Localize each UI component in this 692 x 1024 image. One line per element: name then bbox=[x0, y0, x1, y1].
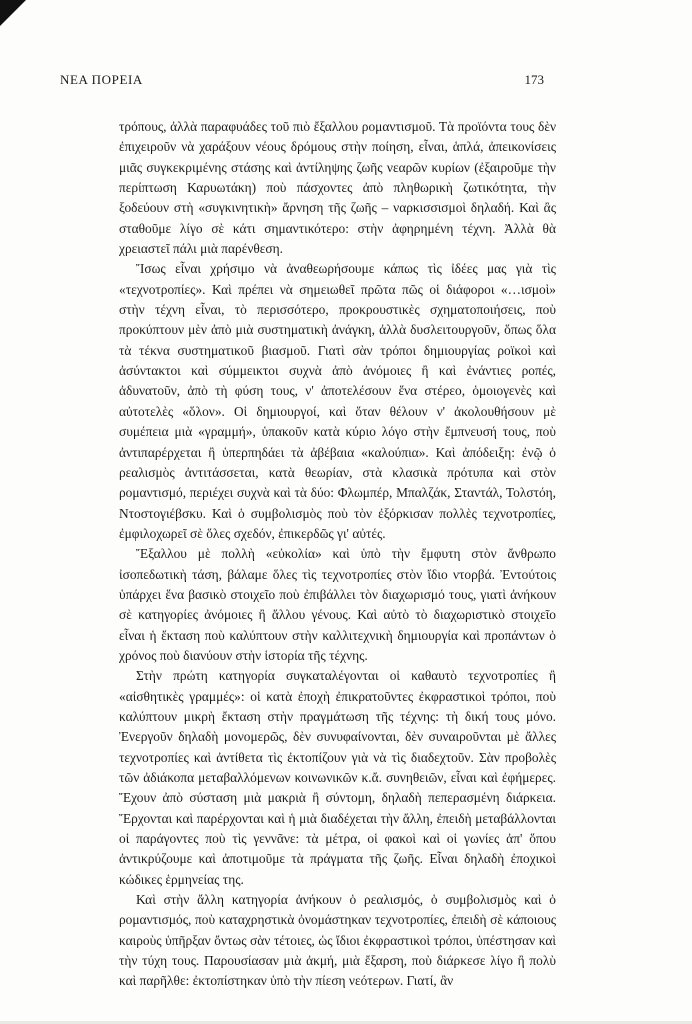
body-text bbox=[119, 117, 556, 992]
page-number: 173 bbox=[524, 72, 544, 87]
paragraph-4: Στὴν πρώτη κατηγορία συγκαταλέγονται οἱ καθαυτὸ τεχνοτροπίες ἢ «αἰσθητικὲς γραμμές»: οἱ κατὰ ἐποχὴ ἐπικρατοῦντες ἐκφραστικοὶ τρόποι, ποὺ καλύπτουν μικρὴ ἔκταση στὴν πραγμάτωση τῆς τέχνης: τὴ δική τους μόνο. Ἐνεργοῦν δηλαδὴ μονομερῶς, δὲν συνυφαίνονται, δὲν συναιροῦνται μὲ ἄλλες τεχνοτροπίες καὶ ἀντίθετα τὶς ἐκτοπίζουν γιὰ νὰ τὶς διαδεχτοῦν. Σὰν προβολὲς τῶν ἀδιάκοπα μεταβαλλόμενων κοινωνικῶν κ.ἄ. συνηθειῶν, εἶναι καὶ ἐφήμερες. Ἔχουν ἀπὸ σύσταση μιὰ μακριὰ ἢ σύντομη, δηλαδὴ πεπερασμένη διάρκεια. Ἔρχονται καὶ παρέρχονται καὶ ἡ μιὰ διαδέχεται τὴν ἄλλη, ἐπειδὴ μεταβάλλονται οἱ παράγοντες ποὺ τὶς γεννᾶνε: τὰ μέτρα, οἱ φακοὶ καὶ οἱ γωνίες ἀπ' ὅπου ἀντικρύζουμε καὶ ἀποτιμοῦμε τὰ πράγματα τῆς ζωῆς. Εἶναι δηλαδὴ ἐποχικοὶ κώδικες ἑρμηνείας της. bbox=[119, 668, 556, 887]
running-head-title: ΝΕΑ ΠΟΡΕΙΑ bbox=[60, 72, 143, 87]
paragraph-5: Καὶ στὴν ἄλλη κατηγορία ἀνήκουν ὁ ρεαλισμός, ὁ συμβολισμὸς καὶ ὁ ρομαντισμός, ποὺ καταχρηστικὰ ὀνομάστηκαν τεχνοτροπίες, ἐπειδὴ σὲ κάποιους καιροὺς ὑπῆρξαν ὄντως σὰν τέτοιες, ὡς ἴδιοι ἐκφραστικοὶ τρόποι, ὑπέστησαν καὶ τὴν τύχη τους. Παρουσίασαν μιὰ ἀκμή, μιὰ ἔξαρση, ποὺ διάρκεσε λίγο ἢ πολὺ καὶ παρῆλθε: ἐκτοπίστηκαν ὑπὸ τὴν πίεση νεότερων. Γιατί, ἂν bbox=[119, 892, 556, 989]
paragraph-1: τρόπους, ἀλλὰ παραφυάδες τοῦ πιὸ ἔξαλλου ρομαντισμοῦ. Τὰ προϊόντα τους δὲν ἐπιχειροῦν νὰ χαράξουν νέους δρόμους στὴν ποίηση, εἶναι, ἁπλά, ἀπεικονίσεις μιᾶς συγκεκριμένης στάσης καὶ ἀντίληψης ζωῆς νεαρῶν κυρίων (ἐξαιροῦμε τὴν περίπτωση Καρυωτάκη) ποὺ πάσχοντες ἀπὸ πληθωρικὴ ζωτικότητα, τὴν ξοδεύουν στὴ «συγκινητικὴ» ἄρνηση τῆς ζωῆς – ναρκισσισμοὶ δηλαδή. Καὶ ἂς σταθοῦμε λίγο σὲ κάτι σημαντικότερο: στὴν ἀφηρημένη τέχνη. Ἀλλὰ θὰ χρειαστεῖ πάλι μιὰ παρένθεση. bbox=[119, 119, 556, 257]
paragraph-3: Ἔξαλλου μὲ πολλὴ «εὐκολία» καὶ ὑπὸ τὴν ἔμφυτη στὸν ἄνθρωπο ἰσοπεδωτικὴ τάση, βάλαμε ὅλες τὶς τεχνοτροπίες στὸν ἴδιο ντορβά. Ἐντούτοις ὑπάρχει ἕνα βασικὸ στοιχεῖο ποὺ ἐπιβάλλει τὸν διαχωρισμό τους, γιατὶ ἀνήκουν σὲ κατηγορίες ἀνόμοιες ἢ ἄλλου γένους. Καὶ αὐτὸ τὸ διαχωριστικὸ στοιχεῖο εἶναι ἡ ἔκταση ποὺ καλύπτουν στὴν καλλιτεχνικὴ δημιουργία καὶ προπάντων ὁ χρόνος ποὺ διανύουν στὴν ἱστορία τῆς τέχνης. bbox=[119, 546, 556, 663]
paragraph-2: Ἴσως εἶναι χρήσιμο νὰ ἀναθεωρήσουμε κάπως τὶς ἰδέες μας γιὰ τὶς «τεχνοτροπίες». Καὶ πρέπει νὰ σημειωθεῖ πρῶτα πῶς οἱ διάφοροι «…ισμοὶ» στὴν τέχνη εἶναι, τὸ περισσότερο, προκρουστικὲς σχηματοποιήσεις, ποὺ προκύπτουν μὲν ἀπὸ μιὰ συστηματικὴ ἀνάγκη, ἀλλὰ δυσλειτουργοῦν, ὅπως ὅλα τὰ τέκνα συστηματικοῦ βιασμοῦ. Γιατὶ σὰν τρόποι δημιουργίας ροϊκοὶ καὶ ἀσύντακτοι καὶ σύμμεικτοι συχνὰ ἀπὸ ἀνόμοιες ἢ καὶ ἐνάντιες ροπές, ἀδυνατοῦν, ἀπὸ τὴ φύση τους, ν' ἀποτελέσουν ἕνα στέρεο, ὁμοιογενὲς καὶ αὐτοτελὲς «ὅλον». Οἱ δημιουργοί, καὶ ὅταν θέλουν ν' ἀκολουθήσουν μὲ συμέπεια μιὰ «γραμμή», ὑπακοῦν κατὰ κύριο λόγο στὴν ἔμπνευσή τους, ποὺ ἀντιπαρέρχεται ἢ ὑπερπηδάει τὰ ἀβέβαια «καλούπια». Καὶ ἀπόδειξη: ἐνῷ ὁ ρεαλισμὸς ἀντιτάσσεται, κατὰ θεωρίαν, στὰ κλασικὰ πρότυπα καὶ στὸν ρομαντισμό, περιέχει συχνὰ καὶ τὰ δύο: Φλωμπέρ, Μπαλζάκ, Σταντάλ, Τολστόη, Ντοστογιέβσκυ. Καὶ ὁ συμβολισμὸς ποὺ τὸν ἐξόρκισαν πολλὲς τεχνοτροπίες, ἐμφιλοχωρεῖ σὲ ὅλες σχεδόν, ἐπικερδῶς γι' αὐτές. bbox=[119, 261, 556, 541]
scan-corner-mark bbox=[0, 0, 26, 26]
